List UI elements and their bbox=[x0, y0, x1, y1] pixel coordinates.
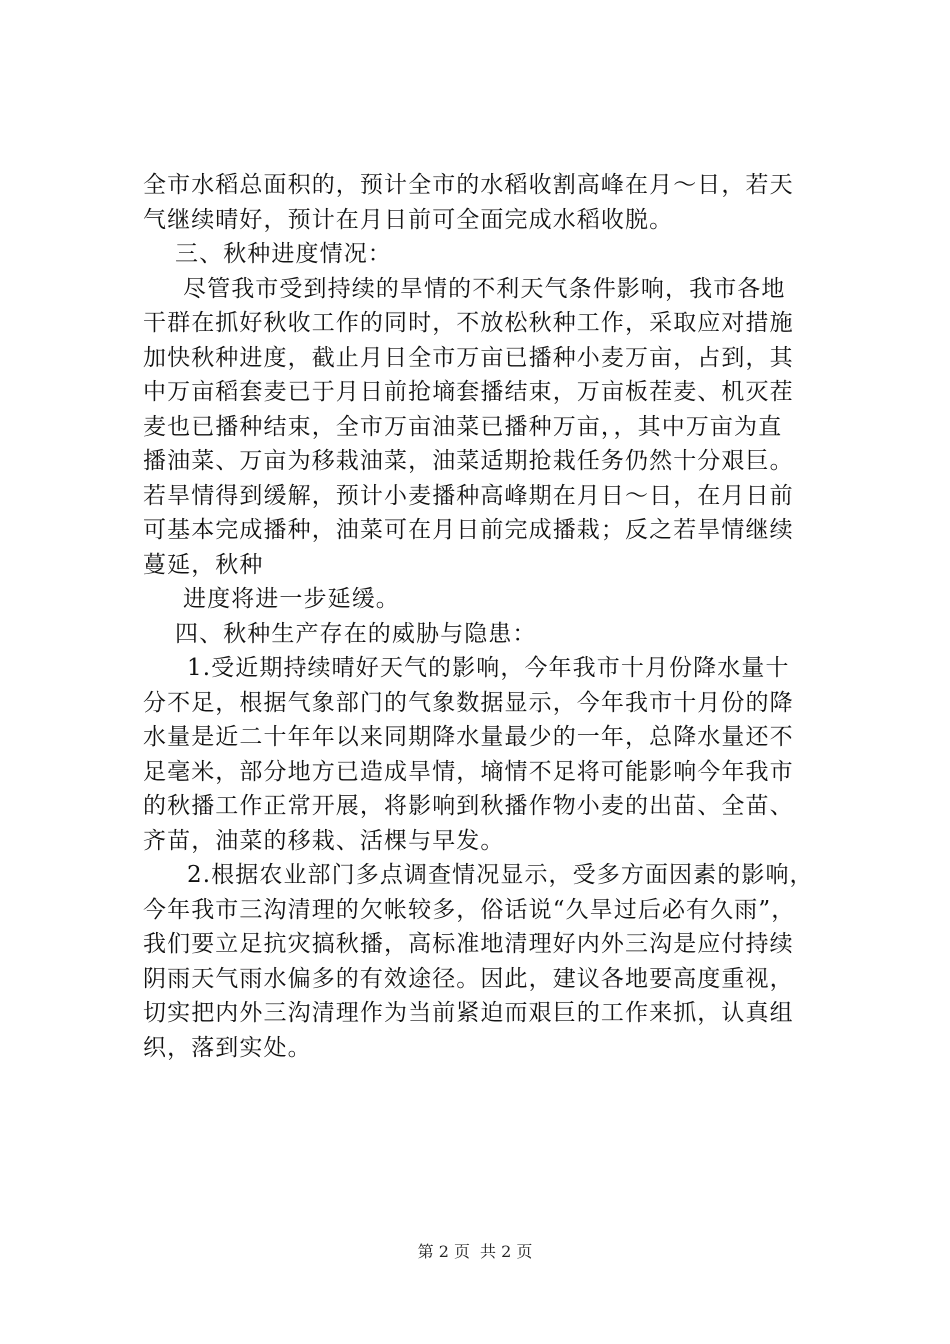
page-number: 第 2 页 bbox=[417, 1242, 470, 1261]
body-line: 今年我市三沟清理的欠帐较多，俗话说“久旱过后必有久雨”， bbox=[143, 896, 796, 923]
body-line: 分不足，根据气象部门的气象数据显示，今年我市十月份的降 bbox=[143, 689, 794, 716]
body-line: 水量是近二十年年以来同期降水量最少的一年，总降水量还不 bbox=[143, 724, 794, 750]
body-line: 中万亩稻套麦已于月日前抢墒套播结束，万亩板茬麦、机灭茬 bbox=[143, 379, 794, 405]
body-line: 干群在抓好秋收工作的同时，不放松秋种工作，采取应对措施 bbox=[143, 310, 794, 336]
body-line: 尽管我市受到持续的旱情的不利天气条件影响，我市各地 bbox=[183, 275, 786, 302]
body-line: 的秋播工作正常开展，将影响到秋播作物小麦的出苗、全苗、 bbox=[143, 793, 794, 819]
body-line: 1.受近期持续晴好天气的影响，今年我市十月份降水量十 bbox=[187, 655, 790, 681]
body-line: 齐苗，油菜的移栽、活棵与早发。 bbox=[143, 827, 505, 854]
body-line: 全市水稻总面积的，预计全市的水稻收割高峰在月～日，若天 bbox=[143, 172, 794, 198]
body-line: 足毫米，部分地方已造成旱情，墒情不足将可能影响今年我市 bbox=[143, 758, 794, 785]
body-line: 麦也已播种结束，全市万亩油菜已播种万亩，，其中万亩为直 bbox=[143, 413, 783, 440]
page-total: 共 2 页 bbox=[480, 1242, 533, 1261]
body-line: 播油菜、万亩为移栽油菜，油菜适期抢栽任务仍然十分艰巨。 bbox=[143, 448, 794, 474]
section-heading: 四、秋种生产存在的威胁与隐患： bbox=[175, 620, 537, 647]
body-line: 气继续晴好，预计在月日前可全面完成水稻收脱。 bbox=[143, 206, 674, 233]
document-body bbox=[143, 168, 843, 1065]
body-line: 蔓延，秋种 bbox=[143, 551, 264, 578]
body-line: 2.根据农业部门多点调查情况显示，受多方面因素的影响， bbox=[187, 862, 814, 888]
body-line: 若旱情得到缓解，预计小麦播种高峰期在月日～日，在月日前 bbox=[143, 482, 794, 509]
body-line: 可基本完成播种，油菜可在月日前完成播栽；反之若旱情继续 bbox=[143, 517, 794, 543]
page-footer bbox=[0, 1242, 950, 1262]
body-line: 加快秋种进度，截止月日全市万亩已播种小麦万亩，占到，其 bbox=[143, 344, 794, 371]
body-line: 我们要立足抗灾搞秋播，高标准地清理好内外三沟是应付持续 bbox=[143, 931, 794, 957]
body-line: 织，落到实处。 bbox=[143, 1034, 312, 1061]
body-line: 切实把内外三沟清理作为当前紧迫而艰巨的工作来抓，认真组 bbox=[143, 1000, 794, 1026]
section-heading: 三、秋种进度情况： bbox=[175, 241, 392, 267]
body-line: 进度将进一步延缓。 bbox=[183, 586, 400, 612]
body-line: 阴雨天气雨水偏多的有效途径。因此，建议各地要高度重视， bbox=[143, 965, 794, 992]
